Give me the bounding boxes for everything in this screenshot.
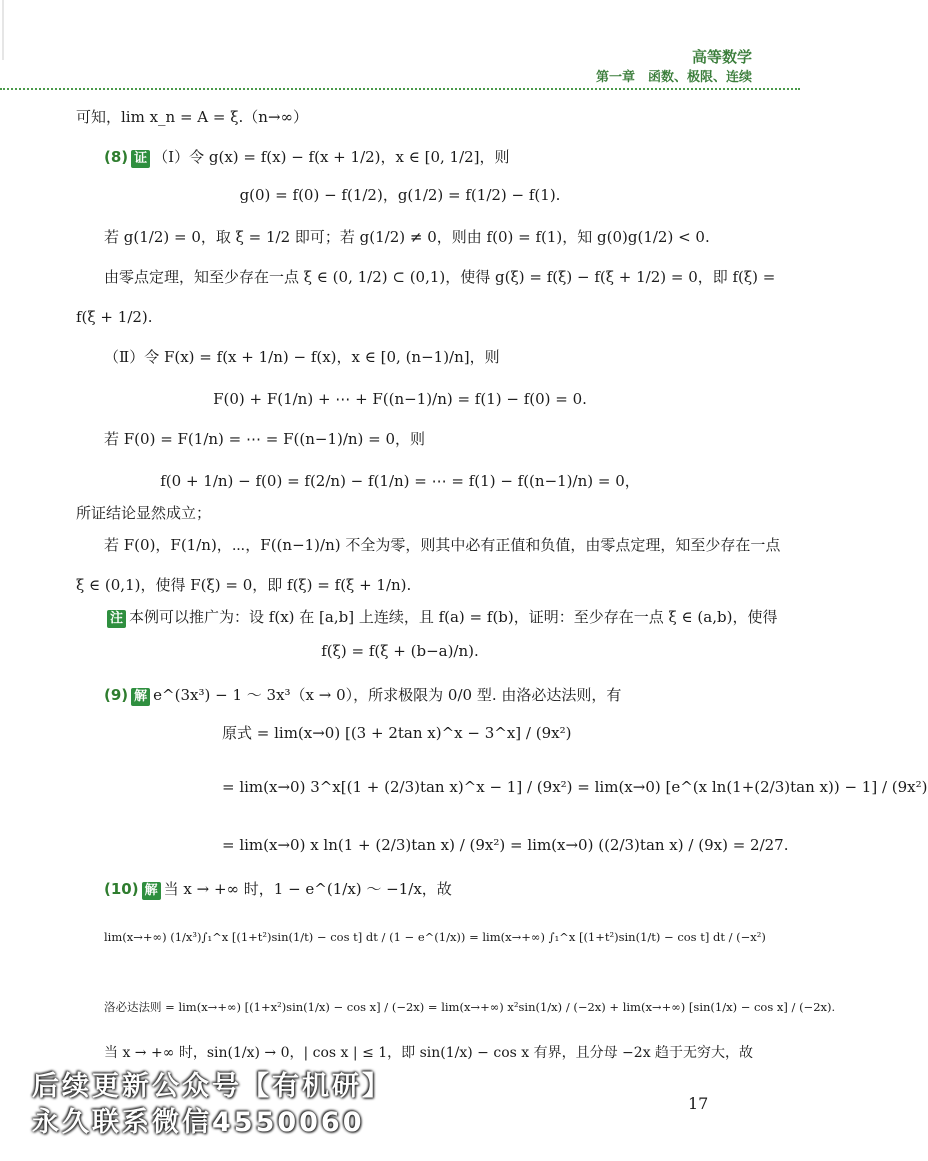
line-06: f(ξ + 1/2). — [76, 308, 153, 326]
line-22: 洛必达法则 = lim(x→+∞) [(1+x²)sin(1/x) − cos x] / (−2x) = lim(x→+∞) x²sin(1/x) / (−2x) + lim(x→+∞) [sin(1/x) − cos x] / (−2x). — [104, 1000, 836, 1014]
line-04: 若 g(1/2) = 0，取 ξ = 1/2 即可；若 g(1/2) ≠ 0，则由 f(0) = f(1)，知 g(0)g(1/2) < 0. — [104, 228, 710, 246]
line-02: （Ⅰ）令 g(x) = f(x) − f(x + 1/2)，x ∈ [0, 1/2]，则 — [153, 148, 510, 166]
line-10: f(0 + 1/n) − f(0) = f(2/n) − f(1/n) = ⋯ = f(1) − f((n−1)/n) = 0， — [160, 472, 640, 490]
line-23: 当 x → +∞ 时，sin(1/x) → 0，| cos x | ≤ 1，即 sin(1/x) − cos x 有界，且分母 −2x 趋于无穷大，故 — [104, 1045, 754, 1061]
line-08: F(0) + F(1/n) + ⋯ + F((n−1)/n) = f(1) − f(0) = 0. — [213, 390, 587, 408]
watermark-line-1: 后续更新公众号【有机研】 — [32, 1071, 392, 1102]
line-16: e^(3x³) − 1 ～ 3x³（x → 0），所求极限为 0/0 型. 由洛必达法则，有 — [153, 686, 622, 704]
line-03: g(0) = f(0) − f(1/2)，g(1/2) = f(1/2) − f(1). — [239, 186, 561, 204]
note-line — [104, 606, 777, 628]
line-19: = lim(x→0) x ln(1 + (2/3)tan x) / (9x²) = lim(x→0) ((2/3)tan x) / (9x) = 2/27. — [222, 836, 789, 854]
line-05: 由零点定理，知至少存在一点 ξ ∈ (0, 1/2) ⊂ (0,1)，使得 g(ξ) = f(ξ) − f(ξ + 1/2) = 0，即 f(ξ) = — [104, 268, 776, 286]
header-divider — [0, 88, 800, 90]
line-07: （Ⅱ）令 F(x) = f(x + 1/n) − f(x)，x ∈ [0, (n−1)/n]，则 — [104, 348, 500, 366]
solution-tag: 解 — [142, 882, 161, 900]
watermark-line-2: 永久联系微信4550060 — [32, 1107, 365, 1138]
proof-tag: 证 — [131, 150, 150, 168]
line-01: 可知，lim x_n = A = ξ.（n→∞） — [76, 108, 309, 126]
line-21: lim(x→+∞) (1/x³)∫₁^x [(1+t²)sin(1/t) − cos t] dt / (1 − e^(1/x)) = lim(x→+∞) ∫₁^x [(1+t²)sin(1/t) − cos t] dt / (−x²) — [104, 930, 766, 944]
line-17: 原式 = lim(x→0) [(3 + 2tan x)^x − 3^x] / (9x²) — [222, 724, 572, 742]
chapter-title: 第一章 函数、极限、连续 — [595, 70, 752, 85]
note-tag: 注 — [107, 610, 126, 628]
line-15: f(ξ) = f(ξ + (b−a)/n). — [321, 642, 479, 660]
line-12: 若 F(0)，F(1/n)，⋯，F((n−1)/n) 不全为零，则其中必有正值和负值，由零点定理，知至少存在一点 — [104, 536, 781, 554]
line-18: = lim(x→0) 3^x[(1 + (2/3)tan x)^x − 1] / (9x²) = lim(x→0) [e^(x ln(1+(2/3)tan x)) − 1] / (9x²) — [222, 778, 928, 796]
page-edge-shadow — [2, 0, 4, 60]
line-20: 当 x → +∞ 时，1 − e^(1/x) ～ −1/x，故 — [163, 880, 452, 898]
problem-10-line — [104, 878, 452, 900]
problem-number: (10) — [104, 880, 139, 898]
line-14: 本例可以推广为：设 f(x) 在 [a,b] 上连续，且 f(a) = f(b)，证明：至少存在一点 ξ ∈ (a,b)，使得 — [129, 608, 778, 626]
problem-number: (8) — [104, 148, 129, 166]
book-title: 高等数学 — [691, 48, 752, 66]
page-number: 17 — [688, 1094, 709, 1113]
line-11: 所证结论显然成立； — [76, 504, 212, 522]
problem-9-line — [104, 684, 621, 706]
solution-tag: 解 — [131, 688, 150, 706]
line-13: ξ ∈ (0,1)，使得 F(ξ) = 0，即 f(ξ) = f(ξ + 1/n). — [76, 576, 412, 594]
problem-8-line — [104, 146, 510, 168]
problem-number: (9) — [104, 686, 129, 704]
line-09: 若 F(0) = F(1/n) = ⋯ = F((n−1)/n) = 0，则 — [104, 430, 426, 448]
